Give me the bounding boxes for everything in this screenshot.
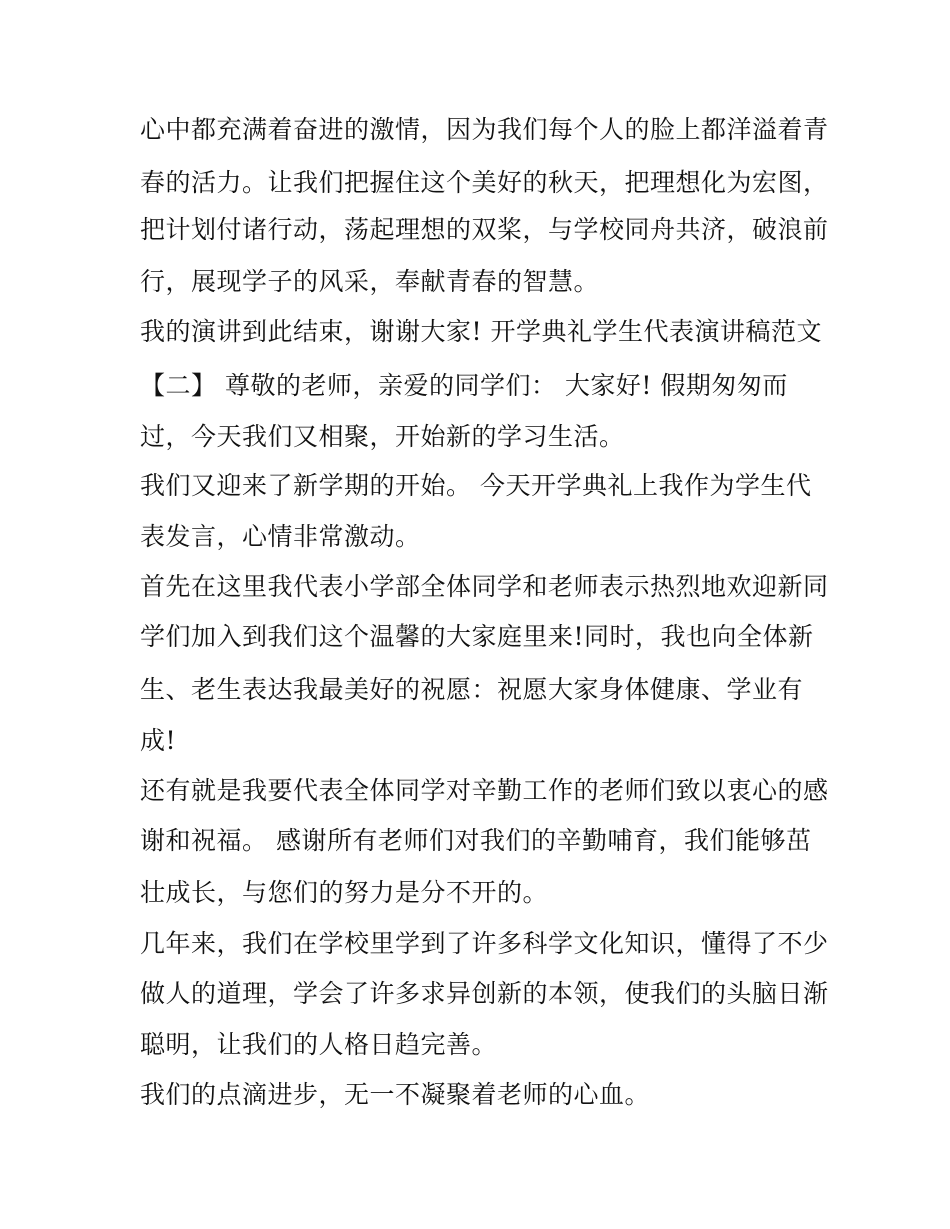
text-line: 我们又迎来了新学期的开始。 今天开学典礼上我作为学生代 [140,471,812,500]
text-line: 我们的点滴进步，无一不凝聚着老师的心血。 [140,1080,651,1109]
text-line: 学们加入到我们这个温馨的大家庭里来!同时，我也向全体新 [140,622,814,651]
text-line: 几年来，我们在学校里学到了许多科学文化知识，懂得了不少 [140,929,829,958]
text-line: 谢和祝福。 感谢所有老师们对我们的辛勤哺育，我们能够茁 [140,826,812,855]
text-line: 过，今天我们又相聚，开始新的学习生活。 [140,422,625,451]
text-line: 春的活力。让我们把握住这个美好的秋天，把理想化为宏图， [140,168,829,197]
text-line: 行，展现学子的风采，奉献青春的智慧。 [140,267,600,296]
text-line: 聪明，让我们的人格日趋完善。 [140,1030,498,1059]
text-line: 成! [140,726,177,755]
text-line: 我的演讲到此结束，谢谢大家! 开学典礼学生代表演讲稿范文 [140,317,822,346]
text-line: 还有就是我要代表全体同学对辛勤工作的老师们致以衷心的感 [140,776,829,805]
text-line: 把计划付诸行动，荡起理想的双桨，与学校同舟共济，破浪前 [140,215,829,244]
text-line: 表发言，心情非常激动。 [140,522,421,551]
text-line: 壮成长，与您们的努力是分不开的。 [140,878,549,907]
text-line: 心中都充满着奋进的激情，因为我们每个人的脸上都洋溢着青 [140,115,829,144]
text-line: 生、老生表达我最美好的祝愿：祝愿大家身体健康、学业有 [140,675,804,704]
text-line: 【二】 尊敬的老师，亲爱的同学们： 大家好! 假期匆匆而 [140,371,788,400]
text-line: 做人的道理，学会了许多求异创新的本领，使我们的头脑日渐 [140,979,829,1008]
text-line: 首先在这里我代表小学部全体同学和老师表示热烈地欢迎新同 [140,572,829,601]
